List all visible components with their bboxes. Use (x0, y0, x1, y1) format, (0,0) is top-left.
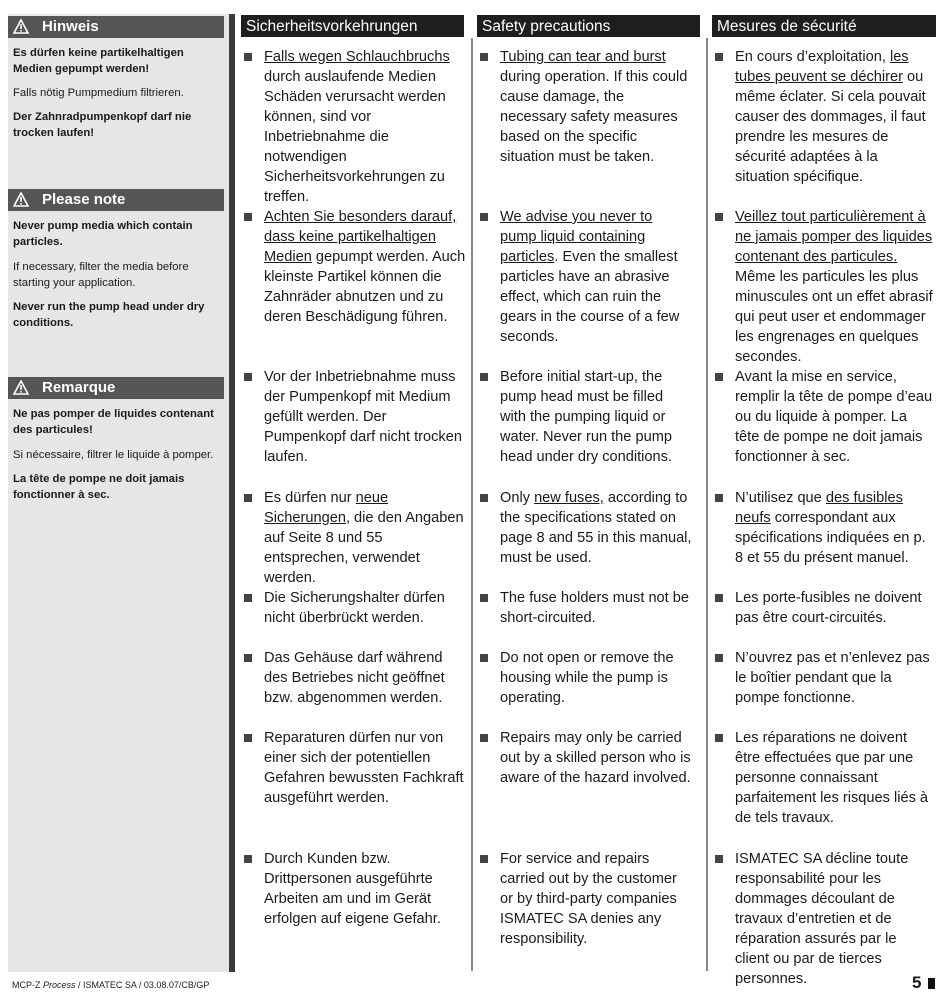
bullet-icon (244, 654, 252, 662)
safety-item-text: Die Sicherungshalter dürfen nicht überbrückt werden. (264, 590, 445, 626)
safety-item-text: Vor der Inbetriebnahme muss der Pumpenkopf mit Medium gefüllt werden. Der Pumpenkopf darf nicht trocken laufen. (264, 369, 462, 465)
bullet-icon (480, 53, 488, 61)
safety-item-text: Das Gehäuse darf während des Betriebes nicht geöffnet bzw. abgenommen werden. (264, 650, 445, 706)
warning-icon (13, 19, 29, 34)
bullet-icon (244, 734, 252, 742)
safety-item-text: Do not open or remove the housing while the pump is operating. (500, 650, 674, 706)
safety-item-text: Tubing can tear and burst during operation. If this could cause damage, the necessary safety measures based on the specific situation must be taken. (500, 49, 688, 165)
safety-item-text: Les réparations ne doivent être effectuées que par une personne connaissant parfaitement les risques liés à de tels travaux. (735, 730, 929, 826)
note-line: Never pump media which contain particles. (13, 220, 193, 248)
safety-item-text: ISMATEC SA décline toute responsabilité pour les dommages découlant de travaux d’entretien et de réparation assurés par le client ou par de tierces personnes. (735, 851, 909, 987)
bullet-icon (715, 373, 723, 381)
note-line: Si nécessaire, filtrer le liquide à pomper. (13, 449, 214, 461)
safety-item-text: En cours d’exploitation, les tubes peuvent se déchirer ou même éclater. Si cela pouvait causer des dommages, il faut prendre les mesures de sécurité adaptées à la situation spécifique. (735, 49, 926, 185)
bullet-icon (244, 213, 252, 221)
safety-item-text: Les porte-fusibles ne doivent pas être court-circuités. (735, 590, 922, 626)
heading-german: Sicherheitsvorkehrungen (241, 15, 464, 37)
bullet-icon (244, 594, 252, 602)
bullet-icon (480, 734, 488, 742)
safety-item-text: Veillez tout particulièrement à ne jamais pomper des liquides contenant des particules. Même les particules les plus minuscules ont un effet abrasif qui peut user et endommager les engrenages en quelques secondes. (735, 209, 933, 365)
safety-item-text: Avant la mise en service, remplir la tête de pompe d’eau ou du liquide à pomper. La tête de pompe ne doit jamais fonctionner à sec. (735, 369, 933, 465)
safety-item-text: Achten Sie besonders darauf, dass keine partikelhaltigen Medien gepumpt werden. Auch kleinste Partikel können die Zahnräder abnutzen und zu deren Beschädigung führen. (264, 209, 466, 325)
warning-icon (13, 380, 29, 395)
bullet-icon (244, 373, 252, 381)
bullet-icon (244, 53, 252, 61)
bullet-icon (480, 654, 488, 662)
bullet-icon (715, 734, 723, 742)
safety-item-text: N’ouvrez pas et n’enlevez pas le boîtier pendant que la pompe fonctionne. (735, 650, 930, 706)
note-header-please-note (8, 189, 224, 211)
note-line: Falls nötig Pumpmedium filtrieren. (13, 87, 184, 99)
bullet-icon (715, 213, 723, 221)
bullet-icon (715, 53, 723, 61)
note-title: Please note (42, 191, 126, 208)
safety-item-text: N’utilisez que des fusibles neufs correspondant aux spécifications indiquées en p. 8 et 55 du présent manuel. (735, 490, 926, 566)
bullet-icon (480, 213, 488, 221)
sidebar-divider-bar (229, 14, 235, 972)
note-line: Ne pas pomper de liquides contenant des particules! (13, 408, 214, 436)
column-divider (471, 38, 473, 971)
safety-item-text: For service and repairs carried out by the customer or by third-party companies ISMATEC SA denies any responsibility. (500, 851, 677, 947)
page-number: 5 (912, 973, 922, 992)
bullet-icon (715, 594, 723, 602)
note-title: Hinweis (42, 18, 99, 35)
note-header-remarque (8, 377, 224, 399)
safety-item-text: Durch Kunden bzw. Drittpersonen ausgeführte Arbeiten am und im Gerät erfolgen auf eigene Gefahr. (264, 851, 441, 927)
bullet-icon (480, 855, 488, 863)
note-line: La tête de pompe ne doit jamais fonctionner à sec. (13, 473, 185, 501)
safety-item-text: Only new fuses, according to the specifications stated on page 8 and 55 in this manual, must be used. (500, 490, 692, 566)
page-marker (928, 978, 935, 989)
note-line: Der Zahnradpumpenkopf darf nie trocken laufen! (13, 111, 192, 139)
note-line: Es dürfen keine partikelhaltigen Medien gepumpt werden! (13, 47, 184, 75)
warning-icon (13, 192, 29, 207)
note-line: Never run the pump head under dry conditions. (13, 301, 205, 329)
safety-item-text: The fuse holders must not be short-circuited. (500, 590, 690, 626)
bullet-icon (715, 855, 723, 863)
note-header-hinweis (8, 16, 224, 38)
heading-english: Safety precautions (477, 15, 700, 37)
safety-item-text: We advise you never to pump liquid containing particles. Even the smallest particles have an abrasive effect, which can ruin the gears in the course of a few seconds. (500, 209, 680, 345)
bullet-icon (480, 594, 488, 602)
bullet-icon (244, 494, 252, 502)
bullet-icon (244, 855, 252, 863)
footer-reference: MCP-Z Process / ISMATEC SA / 03.08.07/CB/GP (12, 980, 210, 990)
safety-item-text: Falls wegen Schlauchbruchs durch auslaufende Medien Schäden verursacht werden können, sind vor Inbetriebnahme die notwendigen Sicherheitsvorkehrungen zu treffen. (264, 49, 450, 205)
heading-french: Mesures de sécurité (712, 15, 936, 37)
bullet-icon (715, 654, 723, 662)
safety-item-text: Repairs may only be carried out by a skilled person who is aware of the hazard involved. (500, 730, 691, 786)
bullet-icon (480, 373, 488, 381)
notes-sidebar (8, 14, 229, 972)
safety-item-text: Reparaturen dürfen nur von einer sich der potentiellen Gefahren bewussten Fachkraft ausgeführt werden. (264, 730, 464, 806)
note-title: Remarque (42, 379, 116, 396)
safety-item-text: Es dürfen nur neue Sicherungen, die den Angaben auf Seite 8 und 55 entsprechen, verwendet werden. (264, 490, 464, 586)
safety-item-text: Before initial start-up, the pump head must be filled with the pumping liquid or water. Never run the pump head under dry conditions. (500, 369, 672, 465)
note-line: If necessary, filter the media before starting your application. (13, 261, 189, 289)
bullet-icon (480, 494, 488, 502)
column-divider (706, 38, 708, 971)
bullet-icon (715, 494, 723, 502)
